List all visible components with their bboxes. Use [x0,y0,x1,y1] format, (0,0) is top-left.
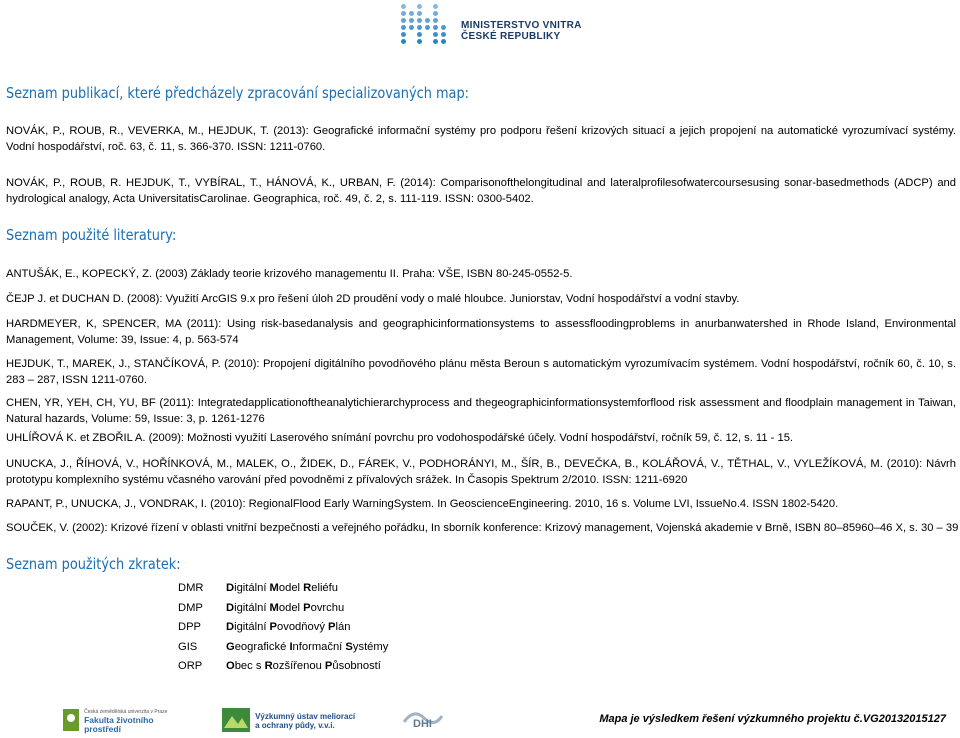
abbreviation-row [178,660,388,680]
ministry-name [461,20,582,42]
abbreviation-meaning-part: odel [278,582,304,594]
abbreviation-meaning-part: nformační [292,640,346,653]
emblem-dot [401,4,406,9]
abbreviation-meaning-part: ozšířenou [272,660,325,672]
abbreviation-row [178,641,388,661]
project-caption: Mapa je výsledkem řešení výzkumného projektu č.VG20132015127 [599,713,946,725]
emblem-dot [409,11,414,16]
ministry-name-line1: MINISTERSTVO VNITRA [461,20,582,31]
abbreviations-title: Seznam použitých zkratek: [6,555,181,573]
abbreviation-meaning-part: ovodňový [277,621,329,633]
dhi-logo-text: DHI [413,718,432,730]
emblem-dot [417,4,422,9]
emblem-dot [401,11,406,16]
literature-title: Seznam použité literatury: [6,226,177,244]
abbreviation-code: ORP [178,660,203,672]
abbreviation-meaning-part: D [226,582,235,594]
abbreviation-meaning-part: igitální [234,601,270,614]
literature-item-1: ANTUŠÁK, E., KOPECKÝ, Z. (2003) Základy teorie krizového managementu II. Praha: VŠE, ISBN 80-245-0552-5. [6,268,573,280]
abbreviation-meaning-part: S [345,640,353,653]
emblem-dot [401,32,406,37]
abbreviation-meaning-part: P [328,621,336,633]
emblem-dot [433,25,438,30]
abbreviation-meaning-part: O [226,660,235,672]
fzp-logo-line1: Česká zemědělská univerzita v Praze [84,709,168,715]
abbreviation-meaning-part: eografické [234,640,290,653]
literature-item-5: CHEN, YR, YEH, CH, YU, BF (2011): Integratedapplicationoftheanalytichierarchyprocess and thegeographicinformationsystemforflood risk assessment and floodplain management in Taiwan, Natural hazards, Volume: 59, Issue: 3, p. 1261-1276 [6,397,956,425]
abbreviation-meaning [226,602,388,622]
fzp-logo [62,708,167,734]
emblem-dot [433,4,438,9]
abbreviation-meaning-part: odel [278,601,304,614]
abbreviation-meaning-part: D [226,621,235,633]
emblem-dot [425,25,430,30]
abbreviation-meaning-part: I [289,640,293,653]
maps-publication-2: NOVÁK, P., ROUB, R. HEJDUK, T., VYBÍRAL, T., HÁNOVÁ, K., URBAN, F. (2014): Comparisonofthelongitudinal and lateralprofilesofwatercoursesusing sonar-basedmethods (ADCP) and hydrological analogy, Acta UniversitatisCarolinae. Geographica, roč. 49, č. 2, s. 111-119. ISSN: 0300-5402. [6,177,956,205]
abbreviation-meaning-part: igitální [234,582,270,594]
abbreviation-meaning-part: igitální [234,621,270,633]
emblem-dot [433,39,438,44]
abbreviation-meaning [226,641,388,661]
abbreviation-meaning-part: lán [335,621,351,633]
ministry-emblem-icon [401,4,456,48]
footer-logos [0,704,960,738]
maps-publication-1: NOVÁK, P., ROUB, R., VEVERKA, M., HEJDUK, T. (2013): Geografické informační systémy pro podporu řešení krizových situací a jejich propojení na automatické vyrozumívací systémy. Vodní hospodářství, roč. 63, č. 11, s. 366-370. ISSN: 1211-0760. [6,125,956,153]
abbreviation-meaning [226,621,388,641]
emblem-dot [417,11,422,16]
vumop-emblem-icon [222,708,250,734]
emblem-dot [433,18,438,23]
abbreviation-row [178,582,388,602]
abbreviation-meaning-part: M [269,582,279,594]
literature-item-8: RAPANT, P., UNUCKA, J., VONDRAK, I. (2010): RegionalFlood Early WarningSystem. In GeoscienceEngineering. 2010, 16 s. Volume LVI, IssueNo.4. ISSN 1802-5420. [6,498,839,510]
emblem-dot [401,39,406,44]
abbreviations-table [178,582,388,680]
abbreviation-meaning-part: bec s [234,660,265,672]
emblem-dot [425,18,430,23]
abbreviation-meaning-part: ystémy [352,640,389,653]
maps-publications-title: Seznam publikací, které předcházely zpracování specializovaných map: [6,84,469,102]
literature-item-7: UNUCKA, J., ŘÍHOVÁ, V., HOŘÍNKOVÁ, M., MALEK, O., ŽIDEK, D., FÁREK, V., PODHORÁNYI, M., ŠÍR, B., DEVEČKA, B., KOLÁŘOVÁ, V., TĚTHAL, V., VYLEŽÍKOVÁ, M. (2010): Návrh prototypu komplexního systému včasného varování před povodněmi z přívalových srážek. In Časopis Spektrum 2/2010. ISSN: 1211-6920 [6,458,956,486]
abbreviation-meaning-part: R [264,660,273,672]
ministry-name-line2: ČESKÉ REPUBLIKY [461,31,561,42]
czu-emblem-icon [62,708,80,734]
emblem-dot [417,39,422,44]
abbreviation-meaning-part: eliéfu [311,582,338,594]
abbreviation-meaning [226,582,388,602]
dhi-logo [402,706,444,738]
emblem-dot [433,32,438,37]
emblem-dot [409,18,414,23]
abbreviation-meaning-part: P [269,621,278,633]
abbreviation-code: DMR [178,582,204,594]
vumop-logo-line2: a ochrany půdy, v.v.i. [255,721,335,730]
emblem-dot [401,18,406,23]
literature-item-9: SOUČEK, V. (2002): Krizové řízení v oblasti vnitřní bezpečnosti a veřejného pořádku, In sborník konference: Krizový management, Vojenská akademie v Brně, ISBN 80–85960–46 X, s. 30 – 39 [6,522,959,534]
abbreviation-meaning-part: ovrchu [310,601,345,614]
literature-item-2: ČEJP J. et DUCHAN D. (2008): Využití ArcGIS 9.x pro řešení úloh 2D proudění vody o malé hloubce. Juniorstav, Vodní hospodářství a vodní stavby. [6,293,740,305]
literature-item-6: UHLÍŘOVÁ K. et ZBOŘIL A. (2009): Možnosti využití Laserového snímání povrchu pro vodohospodářské účely. Vodní hospodářství, ročník 59, č. 12, s. 11 - 15. [6,432,794,444]
abbreviation-meaning-part: R [303,582,312,594]
vumop-logo [222,708,355,734]
emblem-dot [401,25,406,30]
abbreviation-meaning [226,660,388,680]
abbreviation-meaning-part: ůsobností [332,660,381,672]
literature-item-3: HARDMEYER, K, SPENCER, MA (2011): Using risk-basedanalysis and geographicinformationsystems to assessfloodingproblems in anurbanwatershed in Rhode Island, Environmental Management, Volume: 39, Issue: 4, p. 563-574 [6,318,956,346]
abbreviation-code: GIS [178,640,198,653]
vumop-logo-line1: Výzkumný ústav meliorací [255,712,356,721]
abbreviation-meaning-part: P [324,660,333,672]
abbreviation-meaning-part: P [303,601,311,614]
fzp-logo-line3: prostředí [84,724,121,734]
emblem-dot [433,11,438,16]
emblem-dot [409,25,414,30]
emblem-dot [441,25,446,30]
ministry-logo [401,4,582,52]
abbreviation-row [178,621,388,641]
emblem-dot [417,32,422,37]
emblem-dot [417,25,422,30]
abbreviation-meaning-part: D [226,601,235,614]
fzp-logo-line2: Fakulta životního [84,715,154,725]
literature-item-4: HEJDUK, T., MAREK, J., STANČÍKOVÁ, P. (2010): Propojení digitálního povodňového plánu města Beroun s automatickým vyrozumívacím systémem. Vodní hospodářství, ročník 60, č. 10, s. 283 – 287, ISSN 1211-0760. [6,358,956,386]
abbreviation-code: DMP [178,601,203,614]
abbreviation-meaning-part: G [226,640,235,653]
emblem-dot [417,18,422,23]
abbreviation-row [178,602,388,622]
emblem-dot [441,32,446,37]
abbreviation-code: DPP [178,621,202,633]
abbreviation-meaning-part: M [269,601,279,614]
emblem-dot [441,39,446,44]
